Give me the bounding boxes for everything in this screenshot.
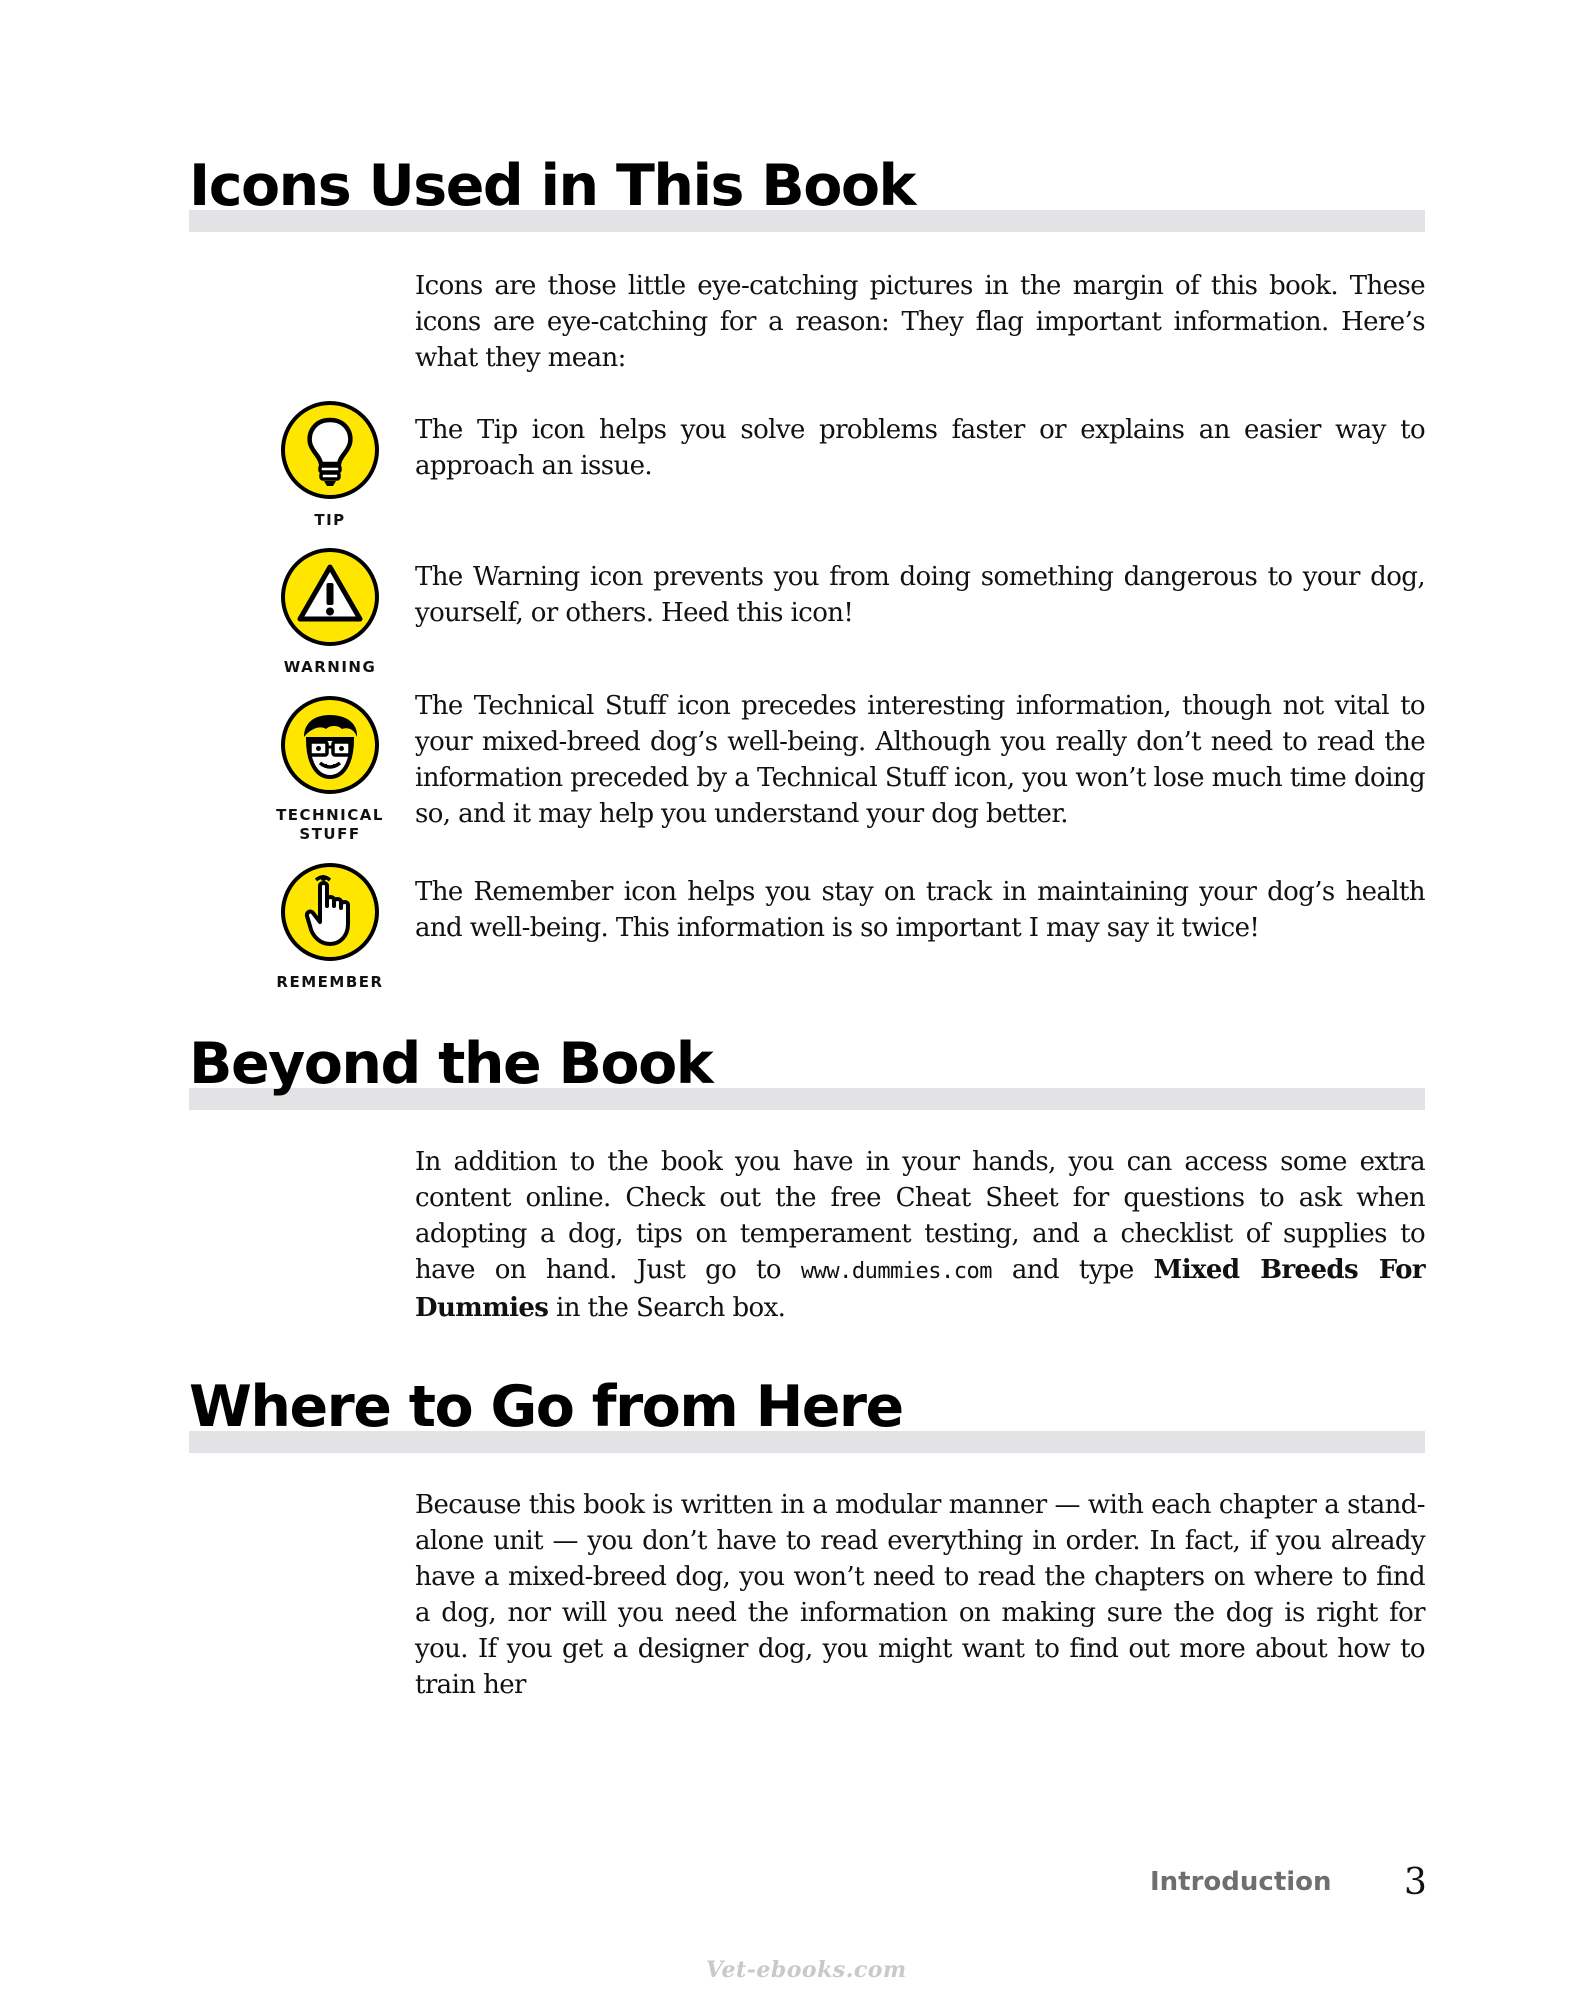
beyond-text-end: in the Search box. xyxy=(548,1293,786,1323)
technical-label-line1: TECHNICAL xyxy=(276,806,384,824)
dummies-url-link[interactable]: www.dummies.com xyxy=(800,1259,993,1284)
remember-paragraph: The Remember icon helps you stay on track in maintaining your dog’s health and well-being. This information is so important I may say it twice! xyxy=(415,877,1425,943)
section-heading-where xyxy=(189,1373,1425,1453)
section-heading-beyond xyxy=(189,1030,1425,1110)
book-title-bold: Mixed Breeds For Dummies xyxy=(415,1255,1425,1323)
section-heading-icons xyxy=(189,152,1425,232)
technical-stuff-icon-block xyxy=(265,695,395,844)
warning-icon xyxy=(280,547,380,647)
section-title: Where to Go from Here xyxy=(189,1374,903,1440)
warning-icon-label: WARNING xyxy=(283,658,377,676)
running-footer-section: Introduction xyxy=(1150,1867,1332,1897)
beyond-paragraph xyxy=(415,1144,1425,1326)
remember-icon-label: REMEMBER xyxy=(276,973,384,991)
warning-paragraph: The Warning icon prevents you from doing something dangerous to your dog, yourself, or others. Heed this icon! xyxy=(415,562,1425,628)
technical-label-line2: STUFF xyxy=(299,825,361,843)
technical-stuff-icon xyxy=(280,695,380,795)
technical-stuff-icon-label xyxy=(265,806,395,844)
tip-icon-label: TIP xyxy=(314,511,346,529)
beyond-text-start: In addition to the book you have in your hands, you can access some extra content online. Check out the free Cheat Sheet for questions to ask when adopting a dog, tips on temperament testing, and a checklist of supplies to have on hand. Just go to xyxy=(415,1147,1425,1285)
icons-intro-paragraph: Icons are those little eye-catching pictures in the margin of this book. These icons are eye-catching for a reason: They flag important information. Here’s what they mean: xyxy=(415,271,1425,373)
section-title: Beyond the Book xyxy=(189,1031,713,1097)
technical-stuff-paragraph: The Technical Stuff icon precedes interesting information, though not vital to your mixed-breed dog’s well-being. Although you really don’t need to read the information preceded by a Technical Stuff icon, you won’t lose much time doing so, and it may help you understand your dog better. xyxy=(415,691,1425,829)
remember-icon xyxy=(280,862,380,962)
page-number: 3 xyxy=(1404,1862,1427,1903)
where-paragraph: Because this book is written in a modular manner — with each chapter a stand-alone unit — you don’t have to read everything in order. In fact, if you already have a mixed-breed dog, you won’t need to read the chapters on where to find a dog, nor will you need the information on making sure the dog is right for you. If you get a designer dog, you might want to find out more about how to train her xyxy=(415,1490,1425,1700)
beyond-text-middle: and type xyxy=(992,1255,1154,1285)
tip-icon-block xyxy=(265,400,395,530)
watermark-logo: Vet-ebooks.com xyxy=(706,1957,907,1983)
lightbulb-icon xyxy=(280,400,380,500)
tip-paragraph: The Tip icon helps you solve problems faster or explains an easier way to approach an issue. xyxy=(415,415,1425,481)
warning-icon-block xyxy=(265,547,395,677)
remember-icon-block xyxy=(265,862,395,992)
section-title: Icons Used in This Book xyxy=(189,153,915,219)
